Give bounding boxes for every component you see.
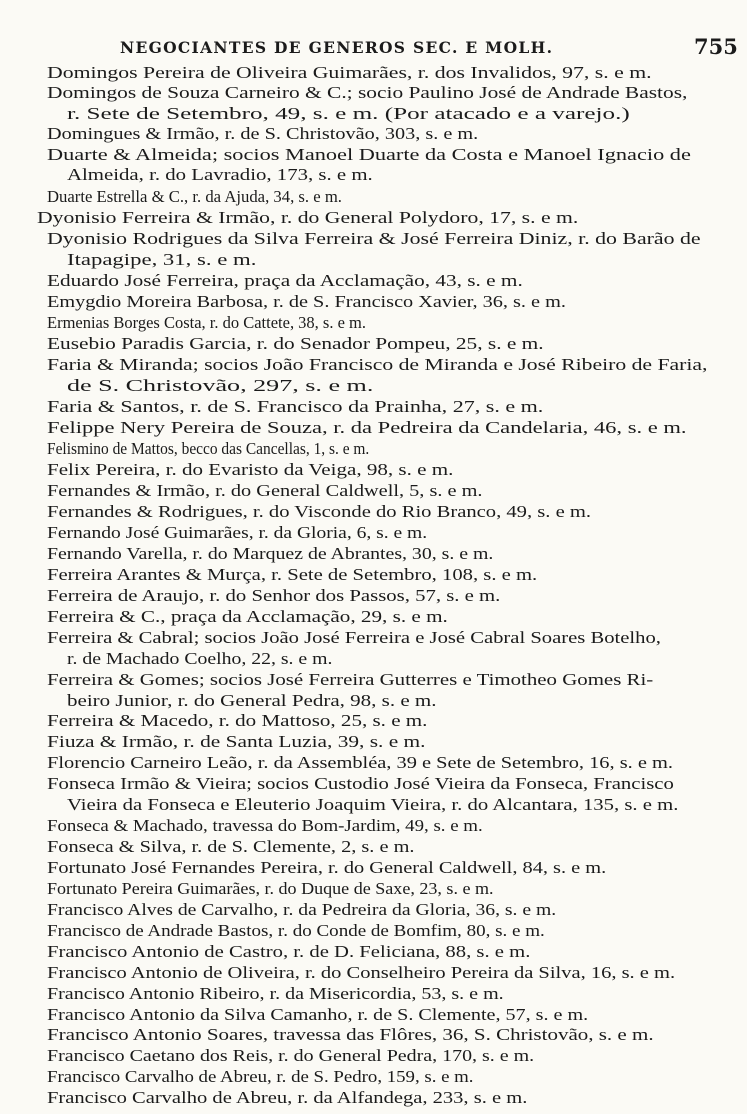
directory-entry-line: Fortunato Pereira Guimarães, r. do Duque de Saxe, 23, s. e m. <box>47 879 494 898</box>
directory-entry-line: Francisco Antonio da Silva Camanho, r. de S. Clemente, 57, s. e m. <box>47 1005 589 1024</box>
directory-entry-line: Dyonisio Ferreira & Irmão, r. do General Polydoro, 17, s. e m. <box>37 208 579 227</box>
directory-entry-line: beiro Junior, r. do General Pedra, 98, s. e m. <box>67 691 437 710</box>
directory-entry-line: Fonseca Irmão & Vieira; socios Custodio José Vieira da Fonseca, Francisco <box>47 774 674 793</box>
directory-entry-line: Duarte Estrella & C., r. da Ajuda, 34, s. e m. <box>47 187 342 206</box>
directory-entry-line: Felippe Nery Pereira de Souza, r. da Pedreira da Candelaria, 46, s. e m. <box>47 418 687 437</box>
directory-entry-line: Almeida, r. do Lavradio, 173, s. e m. <box>67 165 373 184</box>
directory-entry-line: Francisco Carvalho de Abreu, r. da Alfandega, 233, s. e m. <box>47 1088 528 1107</box>
directory-entry-line: r. de Machado Coelho, 22, s. e m. <box>67 649 333 668</box>
directory-entry-line: de S. Christovão, 297, s. e m. <box>67 376 374 395</box>
directory-entry-line: Francisco Antonio Ribeiro, r. da Misericordia, 53, s. e m. <box>47 984 504 1003</box>
directory-entry-line: Ferreira & Gomes; socios José Ferreira Gutterres e Timotheo Gomes Ri- <box>47 670 654 689</box>
directory-entry-line: Ferreira & Macedo, r. do Mattoso, 25, s. e m. <box>47 711 428 730</box>
directory-entry-line: Itapagipe, 31, s. e m. <box>67 250 257 269</box>
directory-entry-line: Domingos Pereira de Oliveira Guimarães, r. dos Invalidos, 97, s. e m. <box>47 63 652 82</box>
directory-entry-line: Vieira da Fonseca e Eleuterio Joaquim Vieira, r. do Alcantara, 135, s. e m. <box>67 795 679 814</box>
directory-entry-line: Fernando Varella, r. do Marquez de Abrantes, 30, s. e m. <box>47 544 494 563</box>
directory-entry-line: Francisco Antonio Soares, travessa das Flôres, 36, S. Christovão, s. e m. <box>47 1025 654 1044</box>
directory-entry-line: Ferreira Arantes & Murça, r. Sete de Setembro, 108, s. e m. <box>47 565 538 584</box>
directory-entry-line: Faria & Santos, r. de S. Francisco da Prainha, 27, s. e m. <box>47 397 544 416</box>
directory-entry-line: Francisco de Andrade Bastos, r. do Conde de Bomfim, 80, s. e m. <box>47 921 545 940</box>
directory-entry-line: Fernandes & Irmão, r. do General Caldwell, 5, s. e m. <box>47 481 483 500</box>
directory-entry-line: Eusebio Paradis Garcia, r. do Senador Pompeu, 25, s. e m. <box>47 334 544 353</box>
directory-entry-line: Felismino de Mattos, becco das Cancellas, 1, s. e m. <box>47 439 370 458</box>
directory-entry-line: Francisco Caetano dos Reis, r. do General Pedra, 170, s. e m. <box>47 1046 535 1065</box>
directory-entry-line: Eduardo José Ferreira, praça da Acclamação, 43, s. e m. <box>47 271 523 290</box>
directory-entry-line: Ferreira de Araujo, r. do Senhor dos Passos, 57, s. e m. <box>47 586 501 605</box>
directory-entry-line: Felix Pereira, r. do Evaristo da Veiga, 98, s. e m. <box>47 460 454 479</box>
directory-entry-line: Fiuza & Irmão, r. de Santa Luzia, 39, s. e m. <box>47 732 426 751</box>
directory-entry-line: Domingues & Irmão, r. de S. Christovão, 303, s. e m. <box>47 124 479 143</box>
directory-entry-line: Fortunato José Fernandes Pereira, r. do General Caldwell, 84, s. e m. <box>47 858 607 877</box>
page-number: 755 <box>694 34 738 59</box>
directory-entry-line: Fonseca & Silva, r. de S. Clemente, 2, s. e m. <box>47 837 415 856</box>
directory-entry-line: Duarte & Almeida; socios Manoel Duarte da Costa e Manoel Ignacio de <box>47 145 691 164</box>
directory-entry-line: Dyonisio Rodrigues da Silva Ferreira & José Ferreira Diniz, r. do Barão de <box>47 229 701 248</box>
directory-entry-line: Francisco Antonio de Castro, r. de D. Feliciana, 88, s. e m. <box>47 942 531 961</box>
directory-entry-line: Ferreira & Cabral; socios João José Ferreira e José Cabral Soares Botelho, <box>47 628 661 647</box>
directory-entry-line: Ermenias Borges Costa, r. do Cattete, 38, s. e m. <box>47 313 366 332</box>
directory-entry-line: Francisco Antonio de Oliveira, r. do Conselheiro Pereira da Silva, 16, s. e m. <box>47 963 676 982</box>
directory-entry-line: Fernandes & Rodrigues, r. do Visconde do Rio Branco, 49, s. e m. <box>47 502 592 521</box>
directory-entry-line: Francisco Alves de Carvalho, r. da Pedreira da Gloria, 36, s. e m. <box>47 900 557 919</box>
directory-entry-line: Florencio Carneiro Leão, r. da Assembléa, 39 e Sete de Setembro, 16, s. e m. <box>47 753 673 772</box>
directory-entry-line: Fonseca & Machado, travessa do Bom-Jardim, 49, s. e m. <box>47 816 483 835</box>
page-title: NEGOCIANTES DE GENEROS SEC. E MOLH. <box>120 38 554 57</box>
directory-entry-line: Faria & Miranda; socios João Francisco de Miranda e José Ribeiro de Faria, <box>47 355 708 374</box>
directory-entry-line: Ferreira & C., praça da Acclamação, 29, s. e m. <box>47 607 448 626</box>
directory-entry-line: r. Sete de Setembro, 49, s. e m. (Por atacado e a varejo.) <box>67 104 630 123</box>
directory-entry-line: Fernando José Guimarães, r. da Gloria, 6, s. e m. <box>47 523 428 542</box>
directory-entry-line: Francisco Carvalho de Abreu, r. de S. Pedro, 159, s. e m. <box>47 1067 474 1086</box>
directory-entry-line: Domingos de Souza Carneiro & C.; socio Paulino José de Andrade Bastos, <box>47 83 688 102</box>
directory-entry-line: Emygdio Moreira Barbosa, r. de S. Francisco Xavier, 36, s. e m. <box>47 292 566 311</box>
